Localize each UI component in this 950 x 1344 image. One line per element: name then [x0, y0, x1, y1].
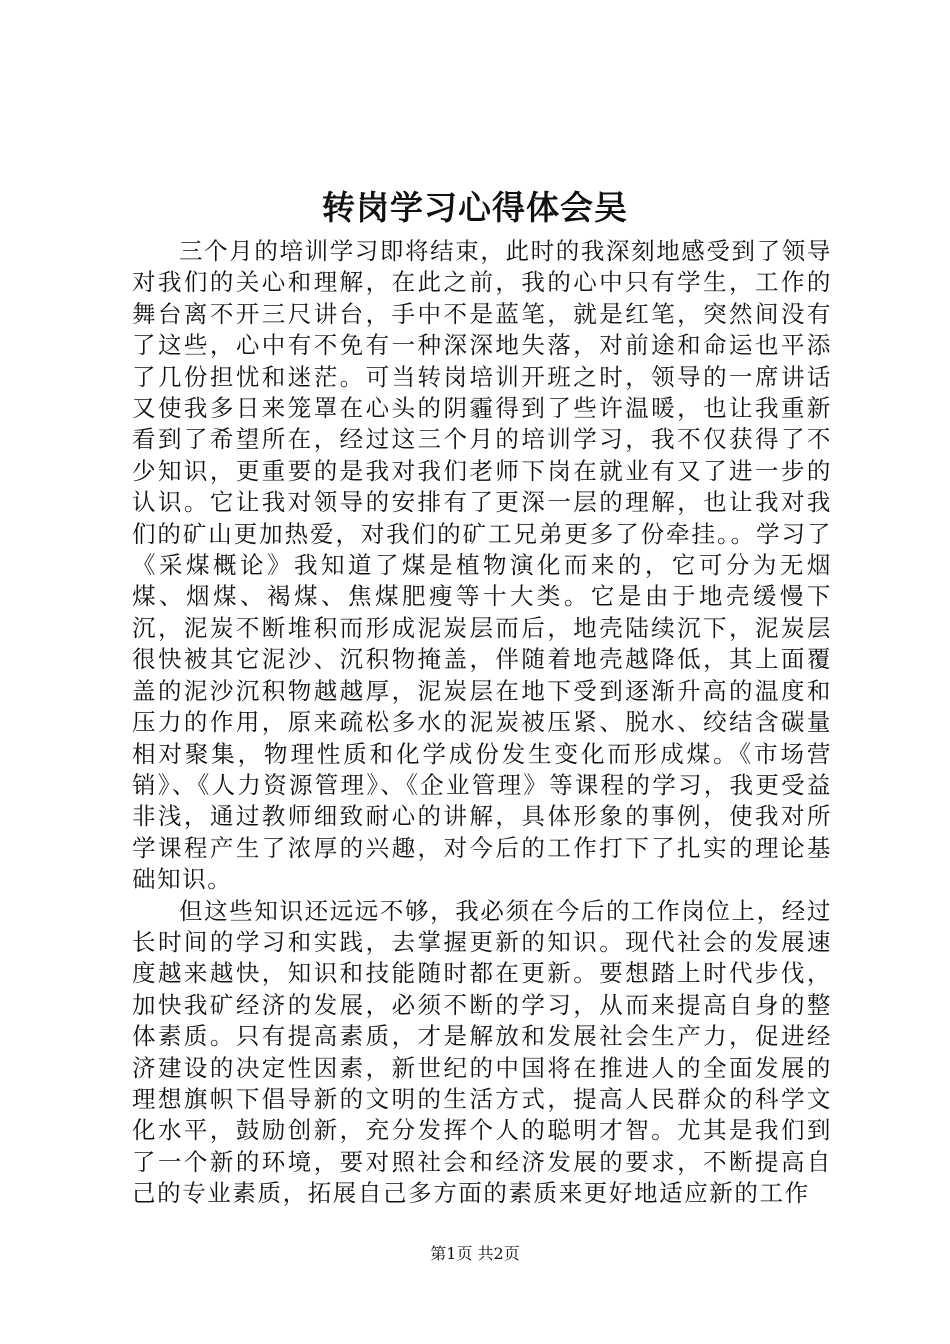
paragraph-2: 但这些知识还远远不够，我必须在今后的工作岗位上，经过长时间的学习和实践，去掌握更新的知识。现代社会的发展速度越来越快，知识和技能随时都在更新。要想踏上时代步伐，加快我矿经济的发展，必须不断的学习，从而来提高自身的整体素质。只有提高素质，才是解放和发展社会生产力，促进经济建设的决定性因素，新世纪的中国将在推进人的全面发展的理想旗帜下倡导新的文明的生活方式，提高人民群众的科学文化水平，鼓励创新，充分发挥个人的聪明才智。尤其是我们到了一个新的环境，要对照社会和经济发展的要求，不断提高自己的专业素质，拓展自己多方面的素质来更好地适应新的工作 — [132, 896, 832, 1208]
document-body — [132, 236, 832, 1210]
page-number-footer: 第1页 共2页 — [430, 1244, 520, 1263]
document-title: 转岗学习心得体会吴 — [322, 188, 628, 227]
paragraph-1: 三个月的培训学习即将结束，此时的我深刻地感受到了领导对我们的关心和理解，在此之前，我的心中只有学生，工作的舞台离不开三尺讲台，手中不是蓝笔，就是红笔，突然间没有了这些，心中有不免有一种深深地失落，对前途和命运也平添了几份担忧和迷茫。可当转岗培训开班之时，领导的一席讲话又使我多日来笼罩在心头的阴霾得到了些许温暖，也让我重新看到了希望所在，经过这三个月的培训学习，我不仅获得了不少知识，更重要的是我对我们老师下岗在就业有又了进一步的认识。它让我对领导的安排有了更深一层的理解，也让我对我们的矿山更加热爱，对我们的矿工兄弟更多了份牵挂。。学习了《采煤概论》我知道了煤是植物演化而来的，它可分为无烟煤、烟煤、褐煤、焦煤肥瘦等十大类。它是由于地壳缓慢下沉，泥炭不断堆积而形成泥炭层而后，地壳陆续沉下，泥炭层很快被其它泥沙、沉积物掩盖，伴随着地壳越降低，其上面覆盖的泥沙沉积物越越厚，泥炭层在地下受到逐渐升高的温度和压力的作用，原来疏松多水的泥炭被压紧、脱水、绞结含碳量相对聚集，物理性质和化学成份发生变化而形成煤。《市场营销》、《人力资源管理》、《企业管理》等课程的学习，我更受益非浅，通过教师细致耐心的讲解，具体形象的事例，使我对所学课程产生了浓厚的兴趣，对今后的工作打下了扎实的理论基础知识。 — [132, 237, 832, 894]
